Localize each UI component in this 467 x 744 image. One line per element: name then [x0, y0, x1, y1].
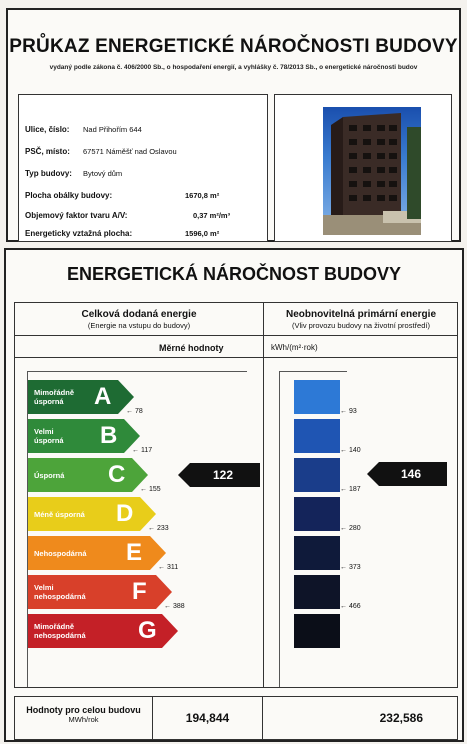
building-totals-row	[14, 696, 458, 740]
primary-threshold-tick: ← 373	[340, 564, 361, 571]
info-row-shape-factor: Objemový faktor tvaru A/V: 0,37 m²/m³	[25, 211, 231, 220]
certificate-subtitle: vydaný podle zákona č. 406/2000 Sb., o hospodaření energií, a vyhlášky č. 78/2013 Sb., o energetické náročnosti budov	[49, 64, 418, 71]
total-primary-energy: 232,586	[379, 711, 423, 725]
band-label: Úsporná	[34, 471, 65, 480]
primary-energy-band-b	[294, 419, 340, 453]
certificate-header-panel	[6, 8, 461, 242]
band-label: Nehospodárná	[34, 549, 87, 558]
primary-energy-band-f	[294, 575, 340, 609]
certificate-title: PRŮKAZ ENERGETICKÉ NÁROČNOSTI BUDOVY	[9, 36, 458, 57]
primary-energy-band-a	[294, 380, 340, 414]
column-divider	[263, 303, 264, 687]
band-letter: G	[138, 617, 157, 644]
energy-chart-frame	[14, 302, 458, 688]
info-row-type: Typ budovy: Bytový dům	[25, 169, 123, 178]
delivered-threshold-tick: ← 311	[158, 564, 179, 571]
primary-energy-scale	[279, 371, 361, 687]
info-row-reference-area: Energeticky vztažná plocha: 1596,0 m²	[25, 229, 220, 238]
total-delivered-energy: 194,844	[153, 697, 263, 739]
primary-energy-value: 146	[400, 467, 422, 481]
band-label: Velmi úsporná	[34, 427, 64, 445]
delivered-threshold-tick: ← 388	[164, 603, 185, 610]
building-info-box	[18, 94, 268, 242]
primary-energy-band-g	[294, 614, 340, 648]
band-letter: F	[132, 578, 147, 605]
band-letter: E	[126, 539, 143, 566]
delivered-threshold-tick: ← 78	[126, 408, 143, 415]
delivered-threshold-tick: ← 233	[148, 525, 169, 532]
band-label: Mimořádně úsporná	[34, 388, 75, 406]
primary-energy-band-e	[294, 536, 340, 570]
info-row-street: Ulice, číslo: Nad Přihořím 644	[25, 125, 142, 134]
delivered-energy-scale	[27, 371, 247, 687]
primary-threshold-tick: ← 466	[340, 603, 361, 610]
delivered-energy-header: Celková dodaná energie (Energie na vstupu do budovy)	[81, 309, 197, 330]
energy-band-g	[28, 614, 178, 648]
info-row-zip: PSČ, místo: 67571 Náměšť nad Oslavou	[25, 147, 177, 156]
energy-band-d	[28, 497, 156, 531]
band-label: Méně úsporná	[34, 510, 85, 519]
delivered-threshold-tick: ← 155	[140, 486, 161, 493]
band-label: Velmi nehospodárná	[34, 583, 86, 601]
units-label: kWh/(m²·rok)	[271, 343, 318, 352]
primary-threshold-tick: ← 93	[340, 408, 357, 415]
primary-energy-band-c	[294, 458, 340, 492]
energy-band-a	[28, 380, 134, 414]
energy-band-b	[28, 419, 140, 453]
primary-energy-indicator	[367, 462, 447, 486]
energy-band-e	[28, 536, 166, 570]
info-row-envelope: Plocha obálky budovy: 1670,8 m²	[25, 191, 220, 200]
primary-threshold-tick: ← 187	[340, 486, 361, 493]
energy-performance-panel	[4, 248, 464, 742]
delivered-energy-indicator	[178, 463, 260, 487]
totals-unit: MWh/rok	[68, 715, 99, 724]
band-letter: B	[100, 422, 118, 449]
primary-energy-header: Neobnovitelná primární energie (Vliv provozu budovy na životní prostředí)	[285, 309, 437, 330]
delivered-energy-value: 122	[212, 468, 234, 482]
totals-label: Hodnoty pro celou budovu	[26, 705, 141, 715]
energy-band-c	[28, 458, 148, 492]
building-photo	[323, 107, 421, 235]
primary-threshold-tick: ← 140	[340, 447, 361, 454]
delivered-threshold-tick: ← 117	[132, 447, 153, 454]
units-row	[15, 341, 457, 357]
primary-energy-band-d	[294, 497, 340, 531]
primary-threshold-tick: ← 280	[340, 525, 361, 532]
band-letter: D	[116, 500, 134, 527]
building-photo-frame	[274, 94, 452, 242]
energy-band-f	[28, 575, 172, 609]
section-title: ENERGETICKÁ NÁROČNOST BUDOVY	[66, 264, 402, 284]
specific-values-label: Měrné hodnoty	[159, 343, 224, 353]
band-letter: A	[94, 383, 112, 410]
band-label: Mimořádně nehospodárná	[34, 622, 86, 640]
band-letter: C	[108, 461, 126, 488]
